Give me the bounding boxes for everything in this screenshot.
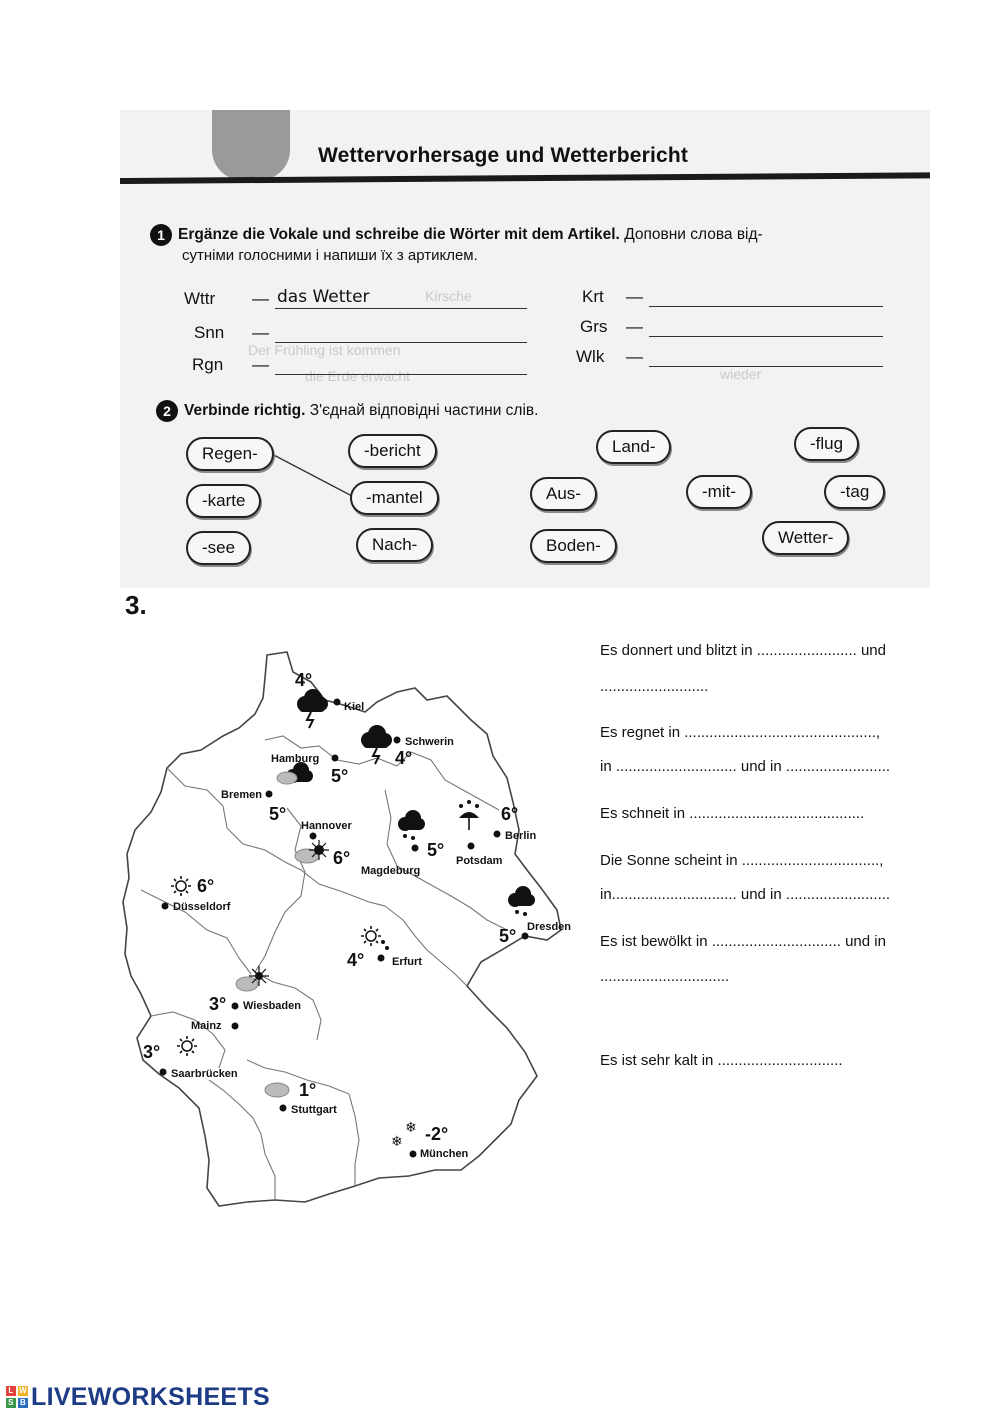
temperature-label: 5° <box>499 926 517 946</box>
question-line[interactable]: .......................... <box>600 678 709 695</box>
city-label: Dresden <box>527 921 572 933</box>
question-line[interactable]: in.............................. und in ......................... <box>600 886 891 903</box>
fill-row: Wttr — das Wetter <box>184 286 527 309</box>
word-prompt: Krt <box>582 287 604 306</box>
word-prompt: Wttr <box>184 289 216 308</box>
fill-row: Krt — <box>582 284 883 307</box>
sun-icon <box>177 1036 197 1056</box>
word-prompt: Rgn <box>192 355 224 374</box>
city-label: Bremen <box>221 789 262 801</box>
word-pill[interactable]: Nach- <box>356 528 433 562</box>
city-label: Mainz <box>191 1020 222 1032</box>
city-label: Erfurt <box>392 956 422 968</box>
temperature-label: 1° <box>299 1080 317 1100</box>
word-pill[interactable]: -tag <box>824 475 885 509</box>
question-line[interactable]: Es regnet in .............................................., <box>600 724 881 741</box>
city-label: München <box>420 1148 469 1160</box>
worksheet-title: Wettervorhersage und Wetterbericht <box>318 144 689 167</box>
temperature-label: 6° <box>197 876 215 896</box>
word-pill[interactable]: -see <box>186 531 251 565</box>
temperature-label: 4° <box>295 670 313 690</box>
liveworksheets-logo-icon: L W S B <box>6 1386 28 1408</box>
city-label: Düsseldorf <box>173 901 231 913</box>
fill-row: Snn — <box>194 320 527 343</box>
temperature-label: 3° <box>143 1042 161 1062</box>
task1-instruction-de: Ergänze die Vokale und schreibe die Wörter mit dem Artikel. <box>178 226 620 243</box>
word-prompt: Snn <box>194 323 225 342</box>
temperature-label: 5° <box>331 766 349 786</box>
question-line[interactable]: Es schneit in .......................................... <box>600 805 865 822</box>
task1-number: 1 <box>150 224 172 246</box>
word-prompt: Wlk <box>576 347 605 366</box>
answer-field[interactable]: das Wetter <box>275 286 527 309</box>
task1-instruction-ua-2: сутніми голосними і напиши їх з артиклем. <box>182 247 478 264</box>
temperature-label: 5° <box>269 804 287 824</box>
liveworksheets-brand[interactable] <box>6 1382 270 1412</box>
city-label: Stuttgart <box>291 1104 337 1116</box>
question-line[interactable]: Es ist sehr kalt in .............................. <box>600 1052 843 1069</box>
temperature-label: 3° <box>209 994 227 1014</box>
word-pill[interactable]: -mantel <box>350 481 439 515</box>
sun-icon <box>171 876 191 896</box>
fill-row: Grs — <box>580 314 883 337</box>
ghost-text: Der Frühling ist kommen <box>248 342 401 358</box>
task2-instruction-de: Verbinde richtig. <box>184 402 306 419</box>
question-line[interactable]: Es donnert und blitzt in ........................ und <box>600 642 886 659</box>
cloud-icon <box>277 772 297 784</box>
word-pill[interactable]: Aus- <box>530 477 597 511</box>
question-line[interactable]: in ............................. und in ......................... <box>600 758 891 775</box>
city-label: Kiel <box>344 701 365 713</box>
task2-instruction-ua: З'єднай відповідні частини слів. <box>309 402 539 419</box>
city-label: Hannover <box>301 820 352 832</box>
fill-row: Wlk — <box>576 344 883 367</box>
city-label: Schwerin <box>405 736 454 748</box>
germany-outline <box>123 652 561 1206</box>
temperature-label: -2° <box>425 1124 449 1144</box>
temperature-label: 4° <box>347 950 365 970</box>
fill-row: Rgn — <box>192 352 527 375</box>
question-line[interactable]: Die Sonne scheint in ................................., <box>600 852 884 869</box>
svg-text:❄: ❄ <box>405 1120 417 1136</box>
germany-weather-map <box>115 640 585 1220</box>
word-pill[interactable]: -bericht <box>348 434 437 468</box>
ghost-text: die Erde erwacht <box>305 368 411 384</box>
word-prompt: Grs <box>580 317 608 336</box>
city-label: Potsdam <box>456 855 503 867</box>
city-label: Hamburg <box>271 753 320 765</box>
temperature-label: 4° <box>395 748 413 768</box>
temperature-label: 6° <box>333 848 351 868</box>
svg-text:❄: ❄ <box>391 1134 403 1150</box>
word-pill[interactable]: -karte <box>186 484 261 518</box>
city-label: Saarbrücken <box>171 1068 238 1080</box>
word-pill[interactable]: -mit- <box>686 475 752 509</box>
city-label: Wiesbaden <box>243 1000 301 1012</box>
word-pill[interactable]: Wetter- <box>762 521 849 555</box>
city-label: Berlin <box>505 830 537 842</box>
temperature-label: 5° <box>427 840 445 860</box>
question-line[interactable]: ............................... <box>600 968 730 985</box>
word-pill[interactable]: Regen- <box>186 437 274 471</box>
word-pill[interactable]: Land- <box>596 430 671 464</box>
word-pill[interactable]: -flug <box>794 427 859 461</box>
city-label: Magdeburg <box>361 865 421 877</box>
brand-name: LIVEWORKSHEETS <box>31 1382 270 1411</box>
textbook-scan <box>120 110 930 588</box>
temperature-label: 6° <box>501 804 519 824</box>
ghost-text: Kirsche <box>425 288 472 304</box>
question-line[interactable]: Es ist bewölkt in ............................... und in <box>600 933 886 950</box>
exercise3-label: 3. <box>125 590 147 620</box>
word-pill[interactable]: Boden- <box>530 529 617 563</box>
task2-number: 2 <box>156 400 178 422</box>
ghost-text: wieder <box>720 366 762 382</box>
cloud-icon <box>265 1083 289 1097</box>
task1-instruction-ua: Доповни слова від- <box>624 226 763 243</box>
